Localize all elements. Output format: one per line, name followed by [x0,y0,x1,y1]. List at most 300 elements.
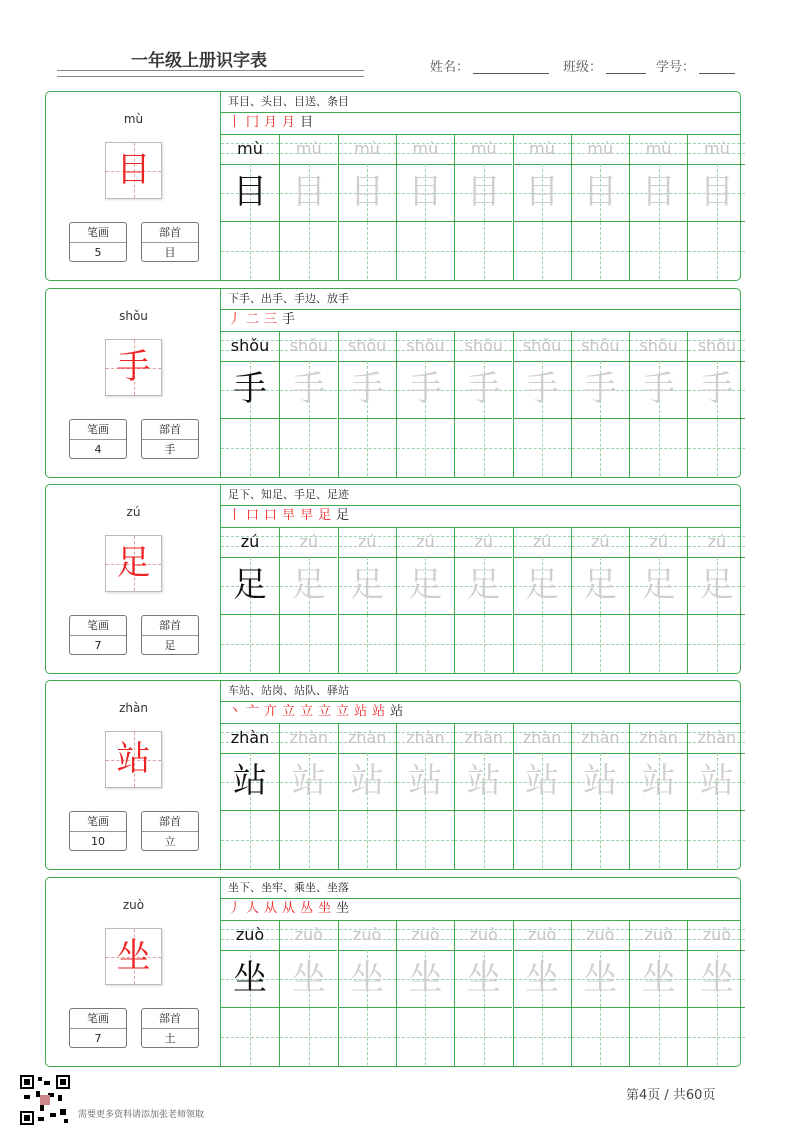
grid-column [396,920,454,1066]
pinyin-writing-line[interactable] [397,331,454,362]
pinyin-writing-line[interactable] [572,723,629,754]
pinyin-writing-line[interactable] [280,723,337,754]
stroke-step: 冂 [246,115,261,130]
character-writing-cell[interactable] [572,753,629,811]
character-info-panel [46,681,221,869]
character-writing-cell[interactable] [339,361,396,419]
blank-writing-cell[interactable] [455,811,512,868]
radical-box [141,615,199,655]
character-writing-cell[interactable] [630,164,687,222]
character-writing-cell[interactable] [514,753,571,811]
blank-writing-cell[interactable] [572,1008,629,1065]
character-trace: 手 [525,369,559,409]
pinyin-writing-line[interactable] [514,134,571,165]
blank-writing-cell[interactable] [455,1008,512,1065]
pinyin-writing-line[interactable] [280,920,337,951]
pinyin-writing-line[interactable] [339,331,396,362]
blank-writing-cell[interactable] [455,419,512,476]
character-pinyin: zhàn [119,701,148,715]
character-writing-cell[interactable] [397,950,454,1008]
character-writing-cell[interactable] [339,950,396,1008]
pinyin-model: zhàn [230,728,270,747]
pinyin-writing-line[interactable] [572,920,629,951]
pinyin-writing-line[interactable] [572,134,629,165]
character-writing-cell[interactable] [688,557,745,615]
pinyin-trace: zhàn [639,728,678,747]
pinyin-writing-line[interactable] [688,527,745,558]
pinyin-trace: shǒu [347,336,387,355]
pinyin-writing-line[interactable] [688,920,745,951]
pinyin-writing-line[interactable] [455,134,512,165]
blank-writing-cell[interactable] [221,1008,279,1065]
character-trace: 坐 [291,958,326,998]
pinyin-trace: shǒu [522,336,562,355]
character-trace: 足 [641,565,676,605]
grid-column [687,723,745,869]
pinyin-writing-line[interactable] [455,527,512,558]
stroke-step: 从 [282,901,297,916]
blank-writing-cell[interactable] [455,222,512,279]
blank-writing-cell[interactable] [339,222,396,279]
pinyin-trace: zú [532,532,552,551]
character-trace: 站 [641,761,676,801]
character-trace: 目 [350,172,385,212]
pinyin-writing-line[interactable] [514,920,571,951]
stroke-count-box [69,1008,127,1048]
pinyin-model: zuò [235,925,265,944]
pinyin-trace: mù [645,139,672,158]
grid-column [338,920,396,1066]
pinyin-trace: mù [587,139,614,158]
character-trace: 足 [408,565,443,605]
character-writing-cell[interactable] [572,361,629,419]
blank-writing-cell[interactable] [688,615,745,672]
radical-box [141,1008,199,1048]
character-large: 足 [116,543,151,583]
character-writing-cell[interactable] [339,753,396,811]
character-writing-cell[interactable] [280,361,337,419]
character-trace: 坐 [525,958,559,998]
character-writing-cell[interactable] [339,557,396,615]
grid-column [571,134,629,280]
grid-column [687,331,745,477]
pinyin-trace: shǒu [289,336,328,355]
stroke-step: 丨 [228,115,243,130]
blank-writing-cell[interactable] [572,615,629,672]
number-blank[interactable] [699,59,735,74]
example-words: 坐下、坐牢、乘坐、坐落 [221,878,740,899]
character-trace: 足 [350,565,385,605]
blank-writing-cell[interactable] [630,811,687,868]
blank-writing-cell[interactable] [397,222,454,279]
character-writing-cell[interactable] [397,557,454,615]
pinyin-writing-line[interactable] [630,723,687,754]
blank-writing-cell[interactable] [455,615,512,672]
stroke-step: 丿 [228,901,243,916]
pinyin-trace: zhàn [697,728,737,747]
pinyin-writing-line[interactable] [630,134,687,165]
blank-writing-cell[interactable] [688,222,745,279]
stroke-step: 目 [300,115,315,130]
character-writing-cell[interactable] [572,557,629,615]
blank-writing-cell[interactable] [397,1008,454,1065]
grid-column [513,723,571,869]
character-writing-cell[interactable] [688,361,745,419]
blank-writing-cell[interactable] [630,419,687,476]
stroke-order [221,701,740,724]
blank-writing-cell[interactable] [339,615,396,672]
stroke-count-label: 笔画 [70,223,126,243]
character-trace: 目 [466,172,501,212]
character-writing-cell[interactable] [630,361,687,419]
pinyin-trace: zhàn [406,728,445,747]
pinyin-writing-line[interactable] [514,331,571,362]
stroke-step: 站 [372,704,387,719]
grid-column [279,920,337,1066]
pinyin-writing-line[interactable] [397,920,454,951]
character-writing-cell[interactable] [572,164,629,222]
pinyin-trace: mù [354,139,380,158]
character-block [45,484,741,674]
number-field[interactable] [656,56,735,75]
grid-column [279,527,337,673]
pinyin-trace: shǒu [581,336,620,355]
character-writing-cell[interactable] [688,164,745,222]
pinyin-writing-line[interactable] [688,331,745,362]
title-rule [57,70,364,77]
character-info-panel [46,92,221,280]
stroke-count-label: 笔画 [70,1009,126,1029]
blank-writing-cell[interactable] [339,419,396,476]
character-trace: 站 [350,761,385,801]
pinyin-writing-line[interactable] [221,723,279,754]
character-writing-cell[interactable] [221,753,279,811]
character-writing-cell[interactable] [455,753,512,811]
stroke-step: 口 [264,508,279,523]
radical-value: 立 [164,835,176,848]
stroke-count-value: 5 [94,246,102,259]
stroke-step: 立 [300,704,315,719]
character-writing-cell[interactable] [280,950,337,1008]
character-pinyin: zú [126,505,141,519]
grid-column [629,527,687,673]
pinyin-trace: shǒu [464,336,503,355]
pinyin-writing-line[interactable] [221,920,279,951]
character-pinyin: shǒu [119,309,148,323]
pinyin-trace: zú [299,532,319,551]
name-blank[interactable] [473,59,549,74]
character-writing-cell[interactable] [221,950,279,1008]
character-large: 手 [116,347,151,387]
pinyin-trace: zú [591,532,610,551]
character-writing-cell[interactable] [688,950,745,1008]
character-writing-cell[interactable] [455,950,512,1008]
pinyin-trace: mù [412,139,439,158]
grid-column [279,134,337,280]
character-trace: 坐 [466,958,501,998]
character-display-box [105,142,162,199]
blank-writing-cell[interactable] [280,811,337,868]
blank-writing-cell[interactable] [280,222,337,279]
blank-writing-cell[interactable] [688,811,745,868]
stroke-step: 月 [282,115,297,130]
blank-writing-cell[interactable] [221,222,279,279]
blank-writing-cell[interactable] [280,419,337,476]
character-model: 足 [233,565,267,605]
pinyin-trace: zú [357,532,377,551]
pinyin-writing-line[interactable] [630,920,687,951]
character-trace: 站 [408,761,443,801]
blank-writing-cell[interactable] [630,222,687,279]
stroke-step: 早 [282,508,297,523]
blank-writing-cell[interactable] [339,811,396,868]
pinyin-trace: zhàn [464,728,503,747]
character-block [45,877,741,1067]
character-trace: 目 [583,172,618,212]
character-writing-cell[interactable] [397,753,454,811]
stroke-step: 立 [318,704,333,719]
grid-column [454,331,512,477]
pinyin-writing-line[interactable] [280,331,337,362]
blank-writing-cell[interactable] [397,615,454,672]
number-label: 学号： [656,60,696,75]
character-display-box [105,928,162,985]
pinyin-writing-line[interactable] [514,723,571,754]
class-blank[interactable] [606,59,646,74]
stroke-step: 三 [264,312,279,327]
character-trace: 目 [641,172,676,212]
character-trace: 足 [466,565,501,605]
character-writing-cell[interactable] [221,361,279,419]
character-writing-cell[interactable] [514,557,571,615]
stroke-step: 丶 [228,704,243,719]
pinyin-trace: shǒu [406,336,445,355]
character-writing-cell[interactable] [688,753,745,811]
pinyin-writing-line[interactable] [221,134,279,165]
character-info-panel [46,289,221,477]
blank-writing-cell[interactable] [221,811,279,868]
blank-writing-cell[interactable] [630,1008,687,1065]
character-trace: 目 [525,172,559,212]
pinyin-writing-line[interactable] [572,331,629,362]
character-writing-cell[interactable] [397,164,454,222]
name-field[interactable] [430,56,549,75]
character-display-box [105,731,162,788]
pinyin-writing-line[interactable] [688,134,745,165]
stroke-step: 亣 [264,704,279,719]
character-trace: 目 [699,172,734,212]
practice-area [221,878,740,1066]
stroke-step: 站 [354,704,369,719]
stroke-step: 二 [246,312,261,327]
stroke-step: 丨 [228,508,243,523]
pinyin-writing-line[interactable] [630,331,687,362]
stroke-step: 丿 [228,312,243,327]
pinyin-writing-line[interactable] [514,527,571,558]
grid-column [396,723,454,869]
pinyin-writing-line[interactable] [630,527,687,558]
blank-writing-cell[interactable] [280,615,337,672]
name-label: 姓名： [430,60,470,75]
character-trace: 手 [350,369,385,409]
blank-writing-cell[interactable] [572,811,629,868]
stroke-step: 亠 [246,704,261,719]
blank-writing-cell[interactable] [514,811,571,868]
grid-column [454,920,512,1066]
radical-box [141,419,199,459]
blank-writing-cell[interactable] [630,615,687,672]
pinyin-writing-line[interactable] [339,920,396,951]
grid-column [338,331,396,477]
blank-writing-cell[interactable] [514,419,571,476]
pinyin-trace: zuò [469,925,498,944]
pinyin-writing-line[interactable] [339,134,396,165]
practice-area [221,485,740,673]
character-trace: 站 [291,761,326,801]
character-display-box [105,339,162,396]
character-writing-cell[interactable] [339,164,396,222]
character-writing-cell[interactable] [280,557,337,615]
blank-writing-cell[interactable] [280,1008,337,1065]
grid-column [338,527,396,673]
blank-writing-cell[interactable] [514,1008,571,1065]
character-trace: 手 [291,369,326,409]
pinyin-trace: shǒu [639,336,678,355]
character-writing-cell[interactable] [514,164,571,222]
radical-label: 部首 [142,223,198,243]
stroke-count-label: 笔画 [70,420,126,440]
pinyin-writing-line[interactable] [280,134,337,165]
blank-writing-cell[interactable] [221,419,279,476]
character-writing-cell[interactable] [572,950,629,1008]
blank-writing-cell[interactable] [221,615,279,672]
pinyin-trace: zuò [411,925,440,944]
pinyin-writing-line[interactable] [572,527,629,558]
blank-writing-cell[interactable] [397,419,454,476]
blank-writing-cell[interactable] [572,222,629,279]
character-writing-cell[interactable] [455,361,512,419]
character-writing-cell[interactable] [221,164,279,222]
pinyin-trace: zuò [294,925,323,944]
qr-code-icon [20,1075,70,1125]
grid-column [221,920,279,1066]
pinyin-writing-line[interactable] [280,527,337,558]
stroke-count-value: 7 [94,1032,102,1045]
stroke-step: 从 [264,901,279,916]
character-writing-cell[interactable] [280,753,337,811]
character-large: 坐 [116,936,151,976]
grid-column [513,331,571,477]
grid-column [513,920,571,1066]
grid-column [396,527,454,673]
writing-grid [221,527,740,673]
character-writing-cell[interactable] [280,164,337,222]
pinyin-trace: zhàn [289,728,329,747]
character-block [45,91,741,281]
grid-column [221,723,279,869]
grid-column [338,134,396,280]
radical-label: 部首 [142,812,198,832]
character-model: 手 [233,369,267,409]
blank-writing-cell[interactable] [397,811,454,868]
pinyin-writing-line[interactable] [221,331,279,362]
character-trace: 坐 [408,958,443,998]
grid-column [629,134,687,280]
footer-note: 需要更多资料请添加张老师领取 [78,1110,205,1120]
grid-column [687,134,745,280]
pinyin-trace: zhàn [347,728,387,747]
character-trace: 目 [291,172,326,212]
grid-column [629,920,687,1066]
stroke-count-value: 7 [94,639,102,652]
blank-writing-cell[interactable] [339,1008,396,1065]
practice-area [221,92,740,280]
pinyin-writing-line[interactable] [455,723,512,754]
character-writing-cell[interactable] [455,557,512,615]
stroke-step: 口 [246,508,261,523]
blank-writing-cell[interactable] [514,615,571,672]
pinyin-trace: zú [474,532,493,551]
character-trace: 站 [699,761,734,801]
blank-writing-cell[interactable] [688,419,745,476]
pinyin-model: zú [240,532,260,551]
character-writing-cell[interactable] [221,557,279,615]
stroke-step: 足 [318,508,333,523]
pinyin-writing-line[interactable] [455,920,512,951]
pinyin-model: mù [237,139,263,158]
blank-writing-cell[interactable] [572,419,629,476]
character-writing-cell[interactable] [630,557,687,615]
stroke-step: 站 [390,704,405,719]
example-words: 耳目、头目、目送、条目 [221,92,740,113]
character-trace: 手 [408,369,443,409]
character-info-panel [46,878,221,1066]
pinyin-writing-line[interactable] [339,723,396,754]
pinyin-writing-line[interactable] [688,723,745,754]
character-writing-cell[interactable] [397,361,454,419]
character-writing-cell[interactable] [630,753,687,811]
character-writing-cell[interactable] [514,950,571,1008]
character-writing-cell[interactable] [514,361,571,419]
pinyin-writing-line[interactable] [339,527,396,558]
pinyin-trace: mù [529,139,555,158]
character-trace: 手 [641,369,676,409]
character-writing-cell[interactable] [630,950,687,1008]
character-trace: 手 [583,369,618,409]
class-label: 班级： [563,60,603,75]
stroke-count-label: 笔画 [70,812,126,832]
pinyin-writing-line[interactable] [221,527,279,558]
blank-writing-cell[interactable] [688,1008,745,1065]
pinyin-writing-line[interactable] [397,723,454,754]
character-trace: 坐 [583,958,618,998]
pinyin-writing-line[interactable] [397,134,454,165]
practice-area [221,681,740,869]
pinyin-trace: shǒu [697,336,737,355]
blank-writing-cell[interactable] [514,222,571,279]
class-field[interactable] [563,56,646,75]
stroke-order [221,505,740,528]
writing-grid [221,134,740,280]
pinyin-writing-line[interactable] [455,331,512,362]
pinyin-writing-line[interactable] [397,527,454,558]
stroke-step: 足 [336,508,351,523]
pinyin-trace: zú [416,532,435,551]
character-trace: 目 [408,172,443,212]
character-trace: 站 [466,761,501,801]
grid-column [396,134,454,280]
character-writing-cell[interactable] [455,164,512,222]
